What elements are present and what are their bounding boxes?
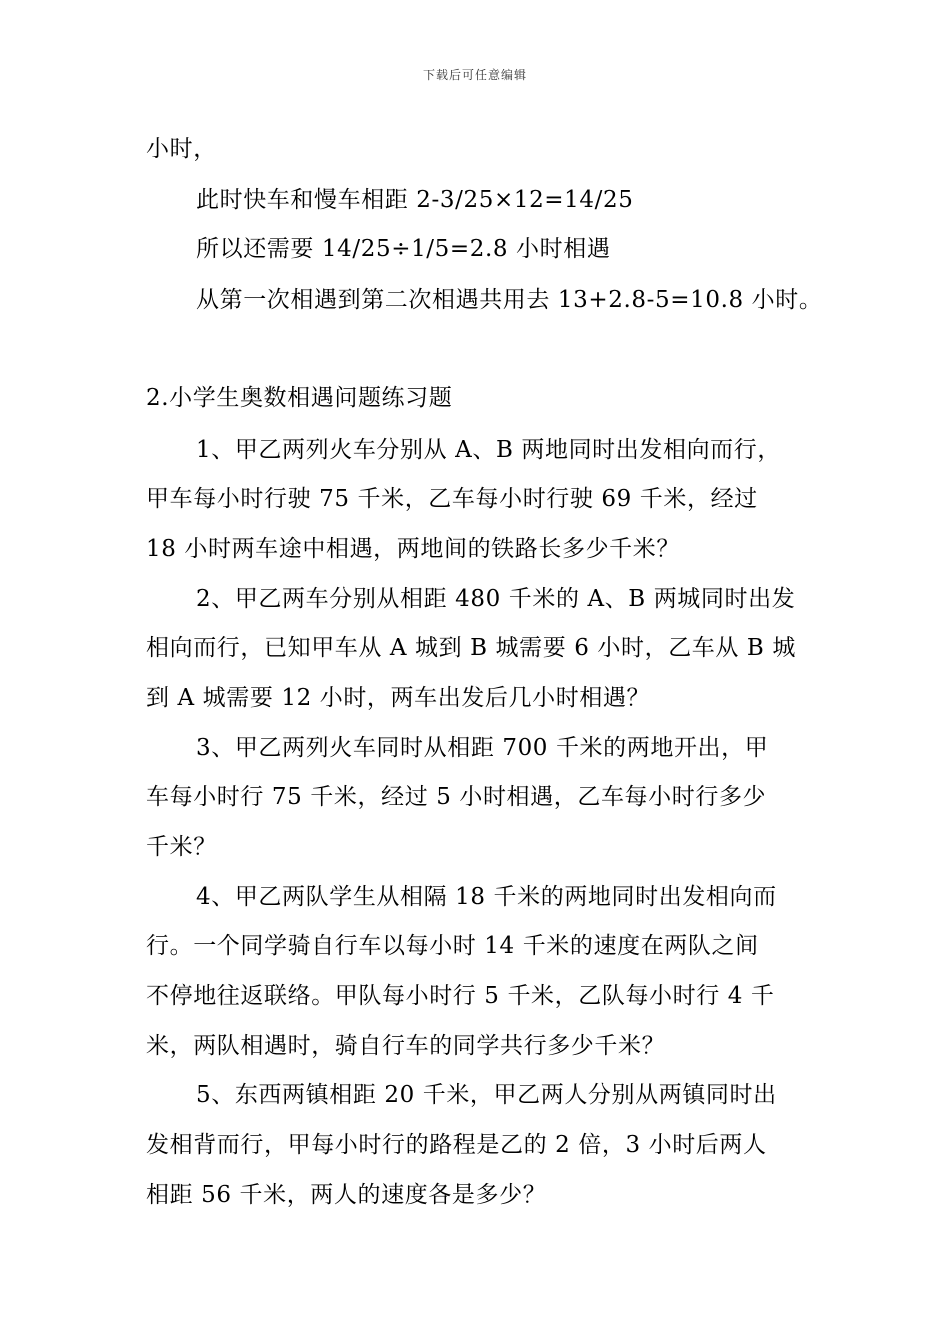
solution-line: 此时快车和慢车相距 2-3/25×12=14/25 xyxy=(196,187,634,213)
problem-5-line: 发相背而行，甲每小时行的路程是乙的 2 倍，3 小时后两人 xyxy=(146,1132,767,1158)
problem-4-line: 4、甲乙两队学生从相隔 18 千米的两地同时出发相向而 xyxy=(196,884,777,910)
problem-4-line: 行。一个同学骑自行车以每小时 14 千米的速度在两队之间 xyxy=(146,933,759,959)
problem-3-line: 3、甲乙两列火车同时从相距 700 千米的两地开出，甲 xyxy=(196,735,769,761)
problem-1-line: 甲车每小时行驶 75 千米，乙车每小时行驶 69 千米，经过 xyxy=(146,486,758,512)
section-title: 2.小学生奥数相遇问题练习题 xyxy=(146,385,453,411)
problem-3-line: 千米？ xyxy=(146,834,217,860)
problem-2-line: 相向而行，已知甲车从 A 城到 B 城需要 6 小时，乙车从 B 城 xyxy=(146,635,796,661)
problem-5-line: 5、东西两镇相距 20 千米，甲乙两人分别从两镇同时出 xyxy=(196,1082,777,1108)
solution-line: 小时， xyxy=(146,136,217,162)
solution-line: 所以还需要 14/25÷1/5=2.8 小时相遇 xyxy=(196,236,611,262)
problem-2-line: 2、甲乙两车分别从相距 480 千米的 A、B 两城同时出发 xyxy=(196,586,796,612)
problem-2-line: 到 A 城需要 12 小时，两车出发后几小时相遇？ xyxy=(146,685,651,711)
problem-1-line: 1、甲乙两列火车分别从 A、B 两地同时出发相向而行， xyxy=(196,437,781,463)
problem-3-line: 车每小时行 75 千米，经过 5 小时相遇，乙车每小时行多少 xyxy=(146,784,767,810)
problem-4-line: 不停地往返联络。甲队每小时行 5 千米，乙队每小时行 4 千 xyxy=(146,983,775,1009)
solution-line: 从第一次相遇到第二次相遇共用去 13+2.8-5=10.8 小时。 xyxy=(196,287,823,313)
problem-1-line: 18 小时两车途中相遇，两地间的铁路长多少千米？ xyxy=(146,536,680,562)
problem-4-line: 米，两队相遇时，骑自行车的同学共行多少千米？ xyxy=(146,1033,666,1059)
problem-5-line: 相距 56 千米，两人的速度各是多少？ xyxy=(146,1182,547,1208)
page-header: 下载后可任意编辑 xyxy=(422,68,527,82)
